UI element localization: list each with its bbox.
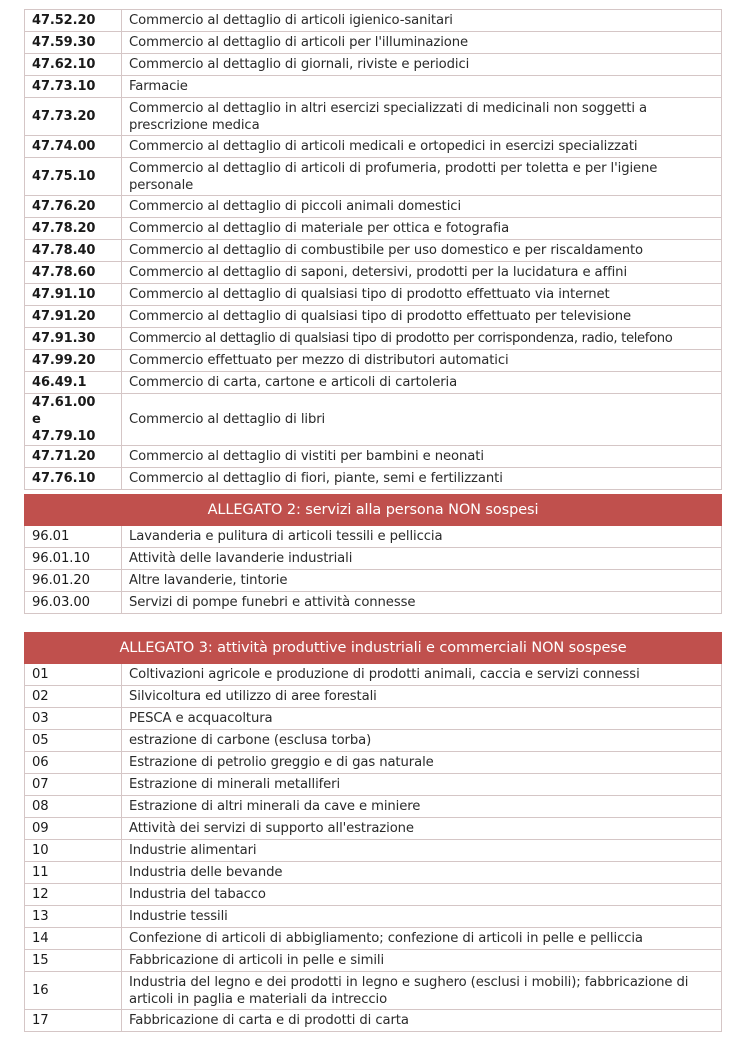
table-row: [25, 98, 722, 136]
ateco-code: 96.01.20: [25, 570, 122, 592]
activity-description: Fabbricazione di carta e di prodotti di carta: [122, 1010, 722, 1032]
ateco-code: 02: [25, 686, 122, 708]
table-header-row: [25, 633, 722, 664]
activity-description: Commercio al dettaglio di vistiti per bambini e neonati: [122, 446, 722, 468]
activity-description: Servizi di pompe funebri e attività connesse: [122, 592, 722, 614]
ateco-table-allegato-3: [24, 632, 722, 1032]
activity-description: Industrie alimentari: [122, 840, 722, 862]
activity-description: Fabbricazione di articoli in pelle e simili: [122, 950, 722, 972]
ateco-code: 10: [25, 840, 122, 862]
section-title: ALLEGATO 3: attività produttive industriali e commerciali NON sospese: [25, 633, 722, 664]
activity-description: Lavanderia e pulitura di articoli tessili e pelliccia: [122, 526, 722, 548]
table-row: [25, 240, 722, 262]
ateco-code: 96.03.00: [25, 592, 122, 614]
activity-description: Commercio al dettaglio di articoli di profumeria, prodotti per toletta e per l'igiene personale: [122, 158, 722, 196]
table-row: [25, 54, 722, 76]
table-row: [25, 796, 722, 818]
ateco-code: 05: [25, 730, 122, 752]
activity-description: Commercio al dettaglio di libri: [122, 394, 722, 446]
activity-description: Commercio effettuato per mezzo di distributori automatici: [122, 350, 722, 372]
ateco-code: 47.71.20: [25, 446, 122, 468]
table-row: [25, 218, 722, 240]
table-row: [25, 686, 722, 708]
ateco-code: 47.91.20: [25, 306, 122, 328]
ateco-table-allegato-1-continued: [24, 9, 722, 490]
table-row: [25, 328, 722, 350]
activity-description: Commercio al dettaglio di materiale per ottica e fotografia: [122, 218, 722, 240]
ateco-code: 47.78.20: [25, 218, 122, 240]
activity-description: Commercio di carta, cartone e articoli di cartoleria: [122, 372, 722, 394]
table-row: [25, 664, 722, 686]
table-row: [25, 570, 722, 592]
ateco-code: 47.78.40: [25, 240, 122, 262]
ateco-code: 01: [25, 664, 122, 686]
ateco-code: 47.61.00 e 47.79.10: [25, 394, 122, 446]
activity-description: Estrazione di altri minerali da cave e miniere: [122, 796, 722, 818]
ateco-code: 08: [25, 796, 122, 818]
ateco-code: 47.59.30: [25, 32, 122, 54]
activity-description: Commercio al dettaglio di combustibile per uso domestico e per riscaldamento: [122, 240, 722, 262]
table-row: [25, 730, 722, 752]
ateco-code: 47.62.10: [25, 54, 122, 76]
table-row: [25, 468, 722, 490]
table-row: [25, 592, 722, 614]
activity-description: Commercio al dettaglio di articoli medicali e ortopedici in esercizi specializzati: [122, 136, 722, 158]
table-row: [25, 526, 722, 548]
table-row: [25, 446, 722, 468]
activity-description: PESCA e acquacoltura: [122, 708, 722, 730]
activity-description: Commercio al dettaglio di piccoli animali domestici: [122, 196, 722, 218]
activity-description: Commercio al dettaglio in altri esercizi specializzati di medicinali non soggetti a prescrizione medica: [122, 98, 722, 136]
ateco-code: 13: [25, 906, 122, 928]
activity-description: Commercio al dettaglio di qualsiasi tipo di prodotto per corrispondenza, radio, telefono: [122, 328, 722, 350]
ateco-code: 47.91.30: [25, 328, 122, 350]
table-row: [25, 196, 722, 218]
table-row: [25, 136, 722, 158]
ateco-code: 47.91.10: [25, 284, 122, 306]
activity-description: Attività delle lavanderie industriali: [122, 548, 722, 570]
table-row: [25, 548, 722, 570]
activity-description: Commercio al dettaglio di articoli per l'illuminazione: [122, 32, 722, 54]
table-row: [25, 158, 722, 196]
activity-description: Confezione di articoli di abbigliamento; confezione di articoli in pelle e pelliccia: [122, 928, 722, 950]
activity-description: Commercio al dettaglio di qualsiasi tipo di prodotto effettuato via internet: [122, 284, 722, 306]
table-row: [25, 950, 722, 972]
ateco-code: 47.75.10: [25, 158, 122, 196]
ateco-code: 16: [25, 972, 122, 1010]
table-row: [25, 818, 722, 840]
table-row: [25, 284, 722, 306]
ateco-code: 47.76.20: [25, 196, 122, 218]
table-row: [25, 774, 722, 796]
table-header-row: [25, 495, 722, 526]
ateco-code: 06: [25, 752, 122, 774]
ateco-table-allegato-2: [24, 494, 722, 614]
ateco-code: 47.76.10: [25, 468, 122, 490]
activity-description: Attività dei servizi di supporto all'estrazione: [122, 818, 722, 840]
activity-description: Commercio al dettaglio di saponi, detersivi, prodotti per la lucidatura e affini: [122, 262, 722, 284]
table-row: [25, 372, 722, 394]
ateco-code: 47.73.10: [25, 76, 122, 98]
ateco-code: 12: [25, 884, 122, 906]
activity-description: Commercio al dettaglio di qualsiasi tipo di prodotto effettuato per televisione: [122, 306, 722, 328]
activity-description: Silvicoltura ed utilizzo di aree forestali: [122, 686, 722, 708]
activity-description: Industria delle bevande: [122, 862, 722, 884]
table-row: [25, 76, 722, 98]
ateco-code: 17: [25, 1010, 122, 1032]
activity-description: Coltivazioni agricole e produzione di prodotti animali, caccia e servizi connessi: [122, 664, 722, 686]
table-row: [25, 394, 722, 446]
table-row: [25, 10, 722, 32]
table-row: [25, 752, 722, 774]
table-row: [25, 972, 722, 1010]
ateco-code: 96.01: [25, 526, 122, 548]
table-row: [25, 1010, 722, 1032]
activity-description: Industria del legno e dei prodotti in legno e sughero (esclusi i mobili); fabbricazione di articoli in paglia e materiali da intreccio: [122, 972, 722, 1010]
table-row: [25, 840, 722, 862]
table-row: [25, 350, 722, 372]
ateco-code: 15: [25, 950, 122, 972]
table-row: [25, 906, 722, 928]
activity-description: Industria del tabacco: [122, 884, 722, 906]
activity-description: Commercio al dettaglio di fiori, piante, semi e fertilizzanti: [122, 468, 722, 490]
table-row: [25, 32, 722, 54]
ateco-code: 47.73.20: [25, 98, 122, 136]
activity-description: Estrazione di minerali metalliferi: [122, 774, 722, 796]
table-row: [25, 262, 722, 284]
table-row: [25, 708, 722, 730]
ateco-code: 14: [25, 928, 122, 950]
activity-description: Commercio al dettaglio di giornali, riviste e periodici: [122, 54, 722, 76]
ateco-code: 47.99.20: [25, 350, 122, 372]
activity-description: Estrazione di petrolio greggio e di gas naturale: [122, 752, 722, 774]
ateco-code: 96.01.10: [25, 548, 122, 570]
activity-description: Farmacie: [122, 76, 722, 98]
ateco-code: 11: [25, 862, 122, 884]
table-row: [25, 862, 722, 884]
ateco-code: 47.52.20: [25, 10, 122, 32]
activity-description: Commercio al dettaglio di articoli igienico-sanitari: [122, 10, 722, 32]
table-row: [25, 884, 722, 906]
ateco-code: 03: [25, 708, 122, 730]
section-title: ALLEGATO 2: servizi alla persona NON sospesi: [25, 495, 722, 526]
activity-description: Altre lavanderie, tintorie: [122, 570, 722, 592]
ateco-code: 09: [25, 818, 122, 840]
ateco-code: 46.49.1: [25, 372, 122, 394]
table-row: [25, 928, 722, 950]
activity-description: estrazione di carbone (esclusa torba): [122, 730, 722, 752]
ateco-code: 47.78.60: [25, 262, 122, 284]
ateco-code: 47.74.00: [25, 136, 122, 158]
activity-description: Industrie tessili: [122, 906, 722, 928]
table-row: [25, 306, 722, 328]
ateco-code: 07: [25, 774, 122, 796]
